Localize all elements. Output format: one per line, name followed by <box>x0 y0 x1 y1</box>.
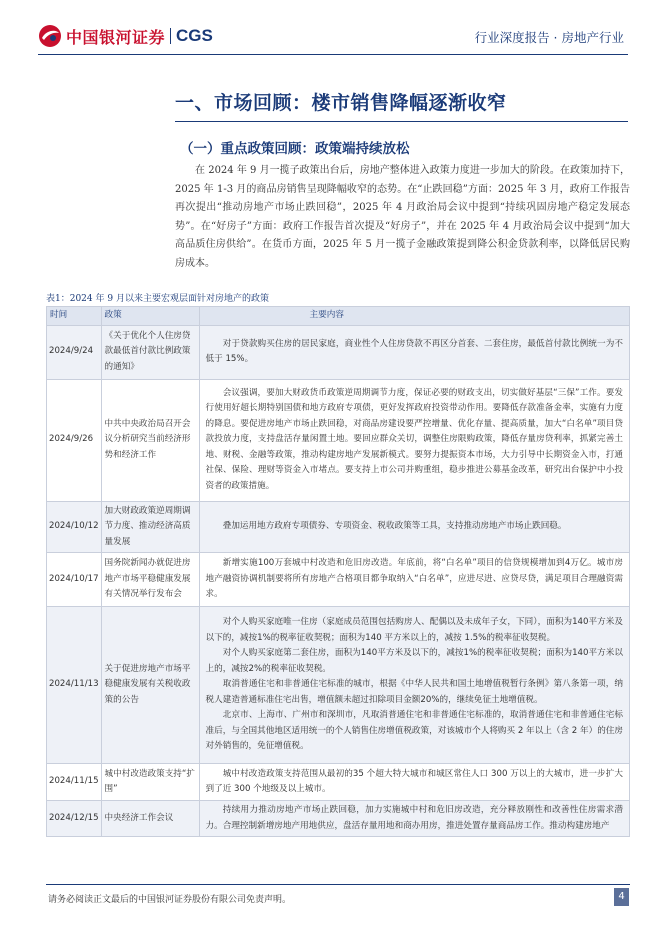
table-row <box>47 501 630 553</box>
table-caption: 表1：2024 年 9 月以来主要宏观层面针对房地产的政策 <box>46 294 269 304</box>
section-title-underline <box>175 121 628 122</box>
content-paragraph: 叠加运用地方政府专项债券、专项资金、税收政策等工具，支持推动房地产市场止跌回稳。 <box>222 521 567 531</box>
row-time: 2024/10/17 <box>47 553 102 607</box>
content-paragraph: 新增实施100万套城中村改造和危旧房改造。年底前，将“白名单”项目的信贷规模增加到4万亿。城市房地产融资协调机制要将所有房地产合格项目都争取纳入“白名单”，应进尽进、应贷尽贷，满足项目合理融资需求。 <box>205 558 623 600</box>
table-row <box>47 764 630 801</box>
row-policy: 中共中央政治局召开会议分析研究当前经济形势和经济工作 <box>101 379 199 501</box>
table-row <box>47 607 630 764</box>
row-policy: 中央经济工作会议 <box>101 801 199 837</box>
content-paragraph: 对个人购买家庭第二套住房，面积为140平方米及以下的，减按1%的税率征收契税；面积为140平方米以上的，减按2%的税率征收契税。 <box>205 648 623 674</box>
row-content <box>199 607 629 764</box>
section-title: 一、市场回顾：楼市销售降幅逐渐收窄 <box>175 92 507 114</box>
header-divider <box>38 54 628 55</box>
content-paragraph: 城中村改造政策支持范围从最初的35 个超大特大城市和城区常住人口 300 万以上的大城市，进一步扩大到了近 300 个地级及以上城市。 <box>205 768 623 794</box>
row-time: 2024/12/15 <box>47 801 102 837</box>
content-paragraph: 持续用力推动房地产市场止跌回稳，加力实施城中村和危旧房改造，充分释放刚性和改善性住房需求潜力。合理控制新增房地产用地供应，盘活存量用地和商办用房，推进处置存量商品房工作。推动构建房地产 <box>205 805 623 831</box>
row-content <box>199 764 629 801</box>
table-row <box>47 553 630 607</box>
content-paragraph: 对于贷款购买住房的居民家庭，商业性个人住房贷款不再区分首套、二套住房，最低首付款比例统一为不低于 15%。 <box>205 338 623 364</box>
row-time: 2024/10/12 <box>47 501 102 553</box>
table-row <box>47 379 630 501</box>
subsection-title: （一）重点政策回顾：政策端持续放松 <box>180 141 410 157</box>
column-header-policy: 政策 <box>101 307 199 326</box>
content-paragraph: 对个人购买家庭唯一住房（家庭成员范围包括购房人、配偶以及未成年子女，下同），面积为140平方米及以下的，减按1%的税率征收契税；面积为140 平方米以上的，减按 1.5%的税率征收契税。 <box>205 617 623 643</box>
logo-separator <box>170 28 171 44</box>
page-number: 4 <box>614 888 629 906</box>
galaxy-logo-icon <box>38 24 62 48</box>
policy-table <box>46 306 630 837</box>
row-content <box>199 379 629 501</box>
page-header <box>0 0 662 60</box>
column-header-content: 主要内容 <box>199 307 629 326</box>
content-paragraph: 取消普通住宅和非普通住宅标准的城市，根据《中华人民共和国土地增值税暂行条例》第八条第一项，纳税人建造普通标准住宅出售，增值额未超过扣除项目金额20%的，继续免征土地增值税。 <box>205 679 623 705</box>
row-time: 2024/9/26 <box>47 379 102 501</box>
body-paragraph: 在 2024 年 9 月一揽子政策出台后，房地产整体进入政策力度进一步加大的阶段。在政策加持下，2025 年 1-3 月的商品房销售呈现降幅收窄的态势。在“止跌回稳”方面：2025 年 3 月，政府工作报告再次提出“推动房地产市场止跌回稳”，2025 年 4 月政治局会议中提到“持续巩固房地产稳定发展态势”。在“好房子”方面：政府工作报告首次提及“好房子”，并在 2025 年 4 月政治局会议中提到“加大高品质住房供给”。在货币方面，2025 年 5 月一揽子金融政策提到降公积金贷款利率，以降低居民购房成本。 <box>175 165 630 269</box>
row-content <box>199 553 629 607</box>
row-time: 2024/11/15 <box>47 764 102 801</box>
row-policy: 加大财政政策逆周期调节力度、推动经济高质量发展 <box>101 501 199 553</box>
table-header-row <box>47 307 630 326</box>
logo-text-en: CGS <box>176 26 213 45</box>
footer-disclaimer: 请务必阅读正文最后的中国银河证券股份有限公司免责声明。 <box>48 895 292 905</box>
row-time: 2024/9/24 <box>47 325 102 379</box>
table-row <box>47 325 630 379</box>
content-paragraph: 会议强调，要加大财政货币政策逆周期调节力度，保证必要的财政支出，切实做好基层“三保”工作。要发行使用好超长期特别国债和地方政府专项债，更好发挥政府投资带动作用。要降低存款准备金率，实施有力度的降息。要促进房地产市场止跌回稳，对商品房建设要严控增量、优化存量、提高质量，加大“白名单”项目贷款投放力度，支持盘活存量闲置土地。要回应群众关切，调整住房限购政策，降低存量房贷利率，抓紧完善土地、财税、金融等政策，推动构建房地产发展新模式。要努力提振资本市场，大力引导中长期资金入市，打通社保、保险、理财等资金入市堵点。要支持上市公司并购重组，稳步推进公募基金改革，研究出台保护中小投资者的政策措施。 <box>205 387 623 491</box>
footer-divider <box>46 884 630 885</box>
row-policy: 《关于优化个人住房贷款最低首付款比例政策的通知》 <box>101 325 199 379</box>
row-content <box>199 501 629 553</box>
logo-text-cn: 中国银河证券 <box>66 27 166 47</box>
row-content <box>199 325 629 379</box>
content-paragraph: 北京市、上海市、广州市和深圳市，凡取消普通住宅和非普通住宅标准的，取消普通住宅和非普通住宅标准后，与全国其他地区适用统一的个人销售住房增值税政策，对该城市个人将购买 2 年以上（含 2 年）的住房对外销售的，免征增值税。 <box>205 710 623 752</box>
row-time: 2024/11/13 <box>47 607 102 764</box>
report-type: 行业深度报告 · 房地产行业 <box>474 30 624 45</box>
row-content <box>199 801 629 837</box>
table-row <box>47 801 630 837</box>
company-logo <box>38 24 213 48</box>
row-policy: 关于促进房地产市场平稳健康发展有关税收政策的公告 <box>101 607 199 764</box>
row-policy: 国务院新闻办就促进房地产市场平稳健康发展有关情况举行发布会 <box>101 553 199 607</box>
row-policy: 城中村改造政策支持“扩围” <box>101 764 199 801</box>
column-header-time: 时间 <box>47 307 102 326</box>
